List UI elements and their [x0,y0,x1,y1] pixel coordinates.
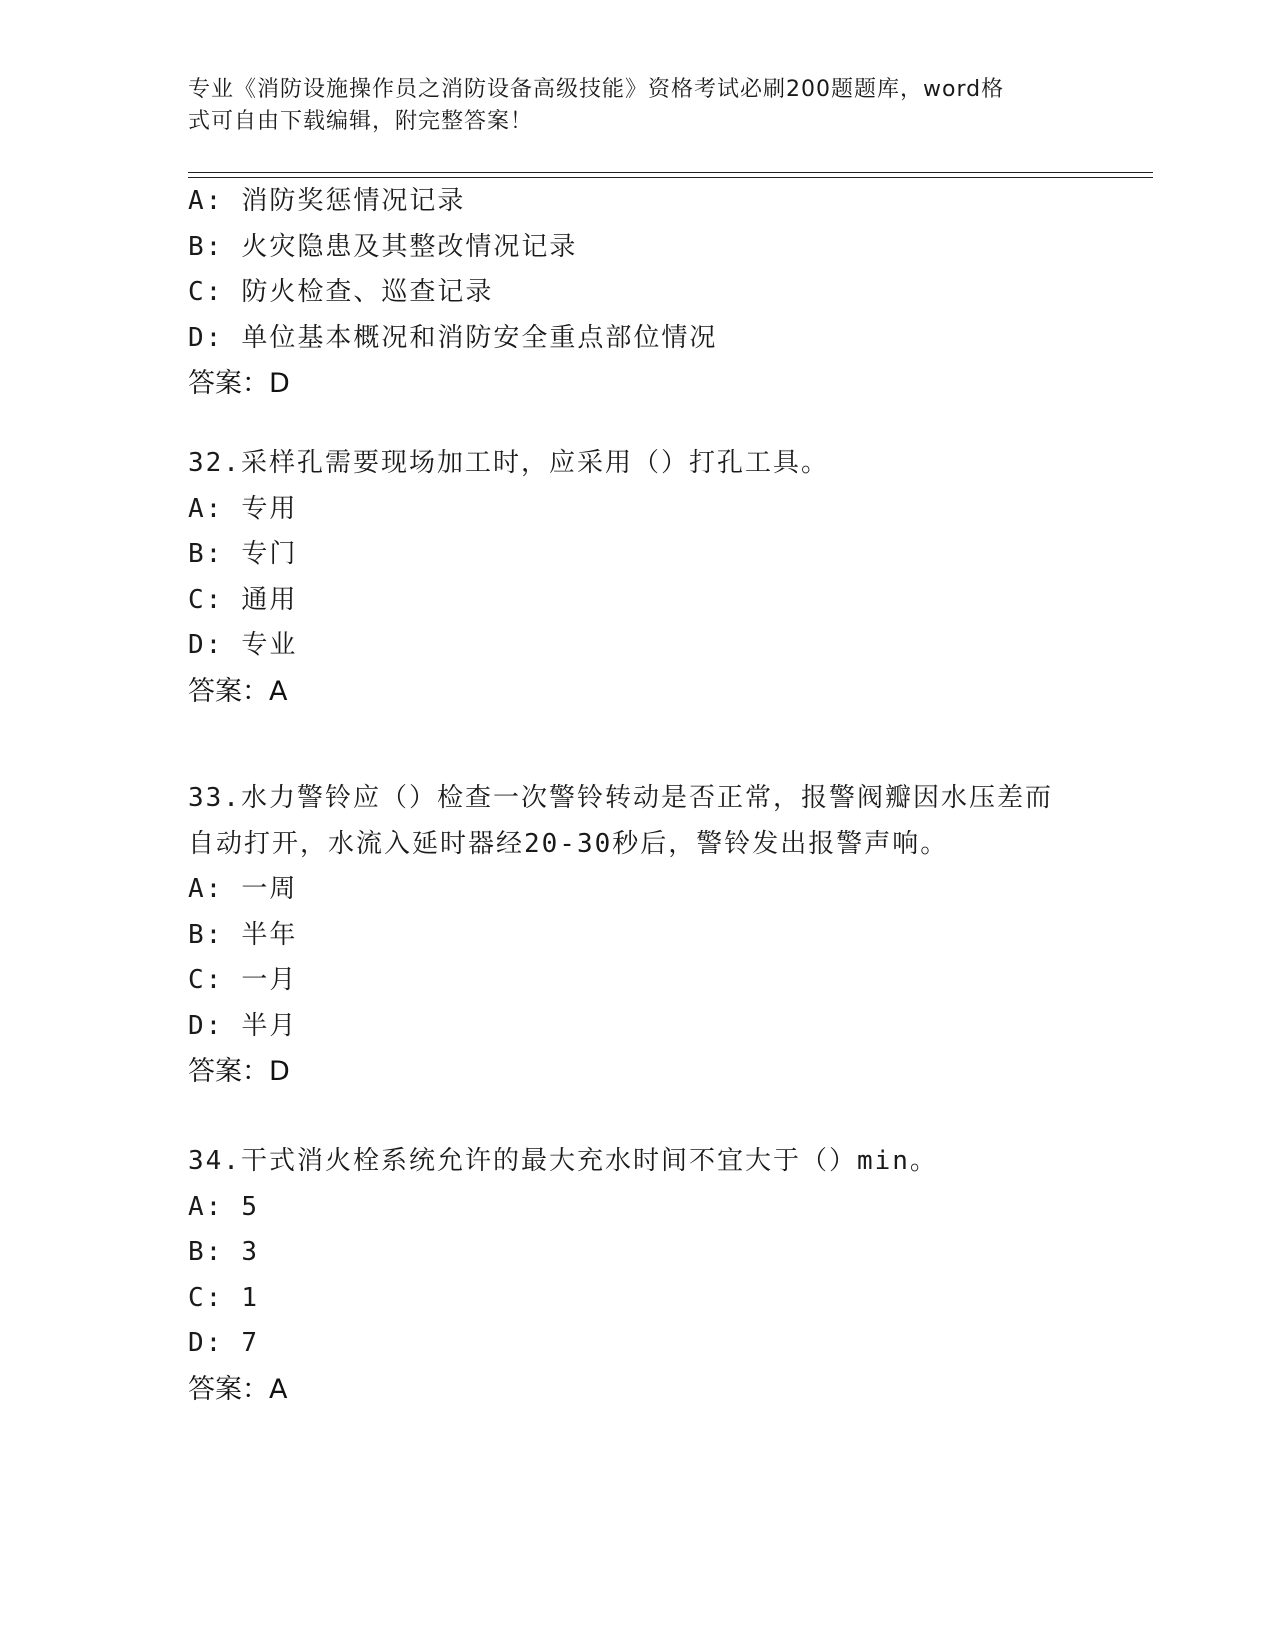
answer-line: 答案：A [188,1373,288,1405]
question-31-continuation [188,179,1088,407]
option-a: A: 一周 [188,874,298,904]
question-stem-line-2: 自动打开，水流入延时器经20-30秒后，警铃发出报警声响。 [188,828,949,859]
question-33 [188,776,1088,1095]
option-d: D: 7 [188,1328,259,1358]
header-line-1: 专业《消防设施操作员之消防设备高级技能》资格考试必刷200题题库，word格 [188,77,1005,102]
option-c: C: 一月 [188,965,298,995]
option-c: C: 防火检查、巡查记录 [188,277,494,307]
header-rule-bottom [188,177,1153,178]
option-a: A: 5 [188,1191,259,1222]
answer-line: 答案：D [188,368,290,399]
option-a: A: 专用 [188,493,298,524]
option-c: C: 1 [188,1282,259,1313]
question-32 [188,441,1088,714]
header-rule-top [188,172,1153,173]
option-b: B: 专门 [188,539,298,569]
option-b: B: 3 [188,1237,259,1267]
header-line-2: 式可自由下载编辑，附完整答案！ [188,109,534,134]
answer-line: 答案：D [188,1056,290,1087]
question-stem: 32.采样孔需要现场加工时，应采用（）打孔工具。 [188,448,829,478]
option-a: A: 消防奖惩情况记录 [188,186,466,216]
option-c: C: 通用 [188,584,298,615]
option-d: D: 单位基本概况和消防安全重点部位情况 [188,322,718,353]
question-34 [188,1139,1088,1412]
question-stem-line-1: 33.水力警铃应（）检查一次警铃转动是否正常，报警阀瓣因水压差而 [188,783,1053,813]
option-b: B: 半年 [188,919,298,950]
question-stem: 34.干式消火栓系统允许的最大充水时间不宜大于（）min。 [188,1146,938,1176]
document-header [188,74,1068,138]
option-d: D: 专业 [188,630,298,660]
answer-line: 答案：A [188,675,288,707]
option-b: B: 火灾隐患及其整改情况记录 [188,231,578,262]
option-d: D: 半月 [188,1010,298,1041]
